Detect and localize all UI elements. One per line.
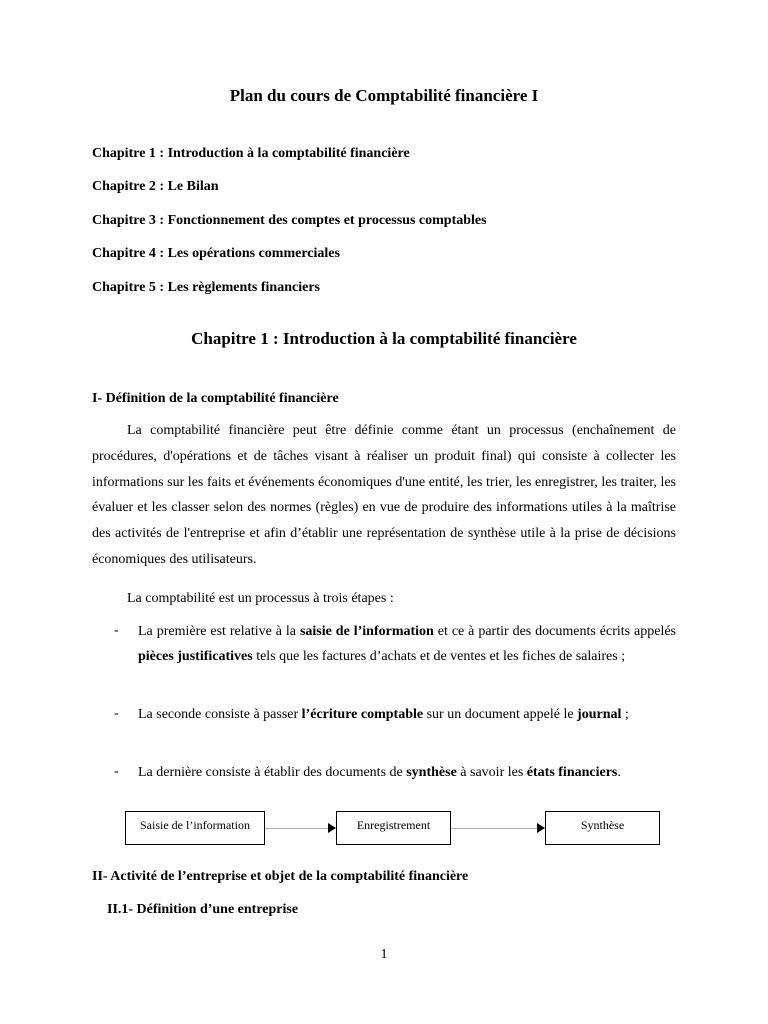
steps-intro-line: La comptabilité est un processus à trois étapes : — [127, 591, 394, 606]
toc-item-chapter-3: Chapitre 3 : Fonctionnement des comptes et processus comptables — [92, 213, 487, 228]
section-heading-activite: II- Activité de l’entreprise et objet de la comptabilité financière — [92, 869, 469, 884]
toc-item-chapter-2: Chapitre 2 : Le Bilan — [92, 179, 219, 194]
section-heading-definition: I- Définition de la comptabilité financière — [92, 391, 339, 406]
bullet-dash: - — [114, 623, 119, 638]
diagram-arrow-line — [265, 828, 328, 829]
definition-paragraph: La comptabilité financière peut être définie comme étant un processus (enchaînement de procédures, d'opérations et de tâches visant à réaliser un produit final) qui consiste à collecter les informations sur les faits et événements économiques d'une entité, les trier, les enregistrer, les traiter, les évaluer et les classer selon des normes (règles) en vue de produire des informations utiles à la maîtrise des activités de l'entreprise et afin d’établir une représentation de synthèse utile à la prise de décisions économiques des utilisateurs. — [92, 423, 676, 567]
diagram-box-enregistrement: Enregistrement — [336, 811, 451, 845]
diagram-arrow-line — [451, 828, 537, 829]
bullet-item-synthese: La dernière consiste à établir des documents de synthèse à savoir les états financiers. — [138, 765, 621, 780]
subsection-heading-entreprise: II.1- Définition d’une entreprise — [107, 902, 299, 917]
page-number: 1 — [380, 947, 388, 962]
toc-item-chapter-1: Chapitre 1 : Introduction à la comptabilité financière — [92, 146, 410, 161]
bullet-dash: - — [114, 764, 119, 779]
chapter-title: Chapitre 1 : Introduction à la comptabilité financière — [191, 329, 577, 348]
bullet-item-saisie: La première est relative à la saisie de l’information et ce à partir des documents écrits appelés pièces justificatives tels que les factures d’achats et de ventes et les fiches de salaires ; — [138, 624, 676, 664]
diagram-box-saisie: Saisie de l’information — [125, 811, 265, 845]
diagram-box-synthese: Synthèse — [545, 811, 660, 845]
document-title: Plan du cours de Comptabilité financière I — [229, 86, 539, 105]
bullet-dash: - — [114, 706, 119, 721]
arrow-right-icon — [328, 823, 336, 833]
toc-item-chapter-4: Chapitre 4 : Les opérations commerciales — [92, 246, 340, 261]
bullet-item-ecriture: La seconde consiste à passer l’écriture comptable sur un document appelé le journal ; — [138, 707, 629, 722]
toc-item-chapter-5: Chapitre 5 : Les règlements financiers — [92, 280, 320, 295]
arrow-right-icon — [537, 823, 545, 833]
